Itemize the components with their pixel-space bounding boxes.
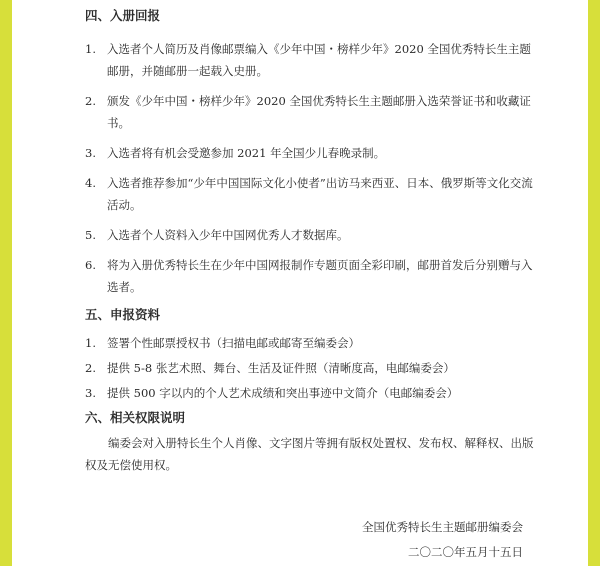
section-heading-rights: 六、相关权限说明 — [85, 410, 186, 425]
rights-paragraph: 编委会对入册特长生个人肖像、文字图片等拥有版权处置权、发布权、解释权、出版权及无偿使用权。 — [85, 436, 534, 472]
section-heading-rewards: 四、入册回报 — [85, 8, 161, 23]
document-content — [85, 7, 535, 563]
list-item: 2. 颁发《少年中国・榜样少年》2020 全国优秀特长生主题邮册入选荣誉证书和收藏证书。 — [85, 94, 531, 130]
list-item: 3. 提供 500 字以内的个人艺术成绩和突出事迹中文简介（电邮编委会） — [85, 386, 459, 400]
document-page — [12, 0, 588, 566]
list-item: 1. 签署个性邮票授权书（扫描电邮或邮寄至编委会） — [85, 336, 360, 350]
signature-date: 二〇二〇年五月十五日 — [408, 545, 523, 559]
list-item: 4. 入选者推荐参加“少年中国国际文化小使者”出访马来西亚、日本、俄罗斯等文化交流活动。 — [85, 176, 533, 212]
list-item: 2. 提供 5-8 张艺术照、舞台、生活及证件照（清晰度高，电邮编委会） — [85, 361, 455, 375]
list-item: 5. 入选者个人资料入少年中国网优秀人才数据库。 — [85, 228, 349, 242]
list-item: 3. 入选者将有机会受邀参加 2021 年全国少儿春晚录制。 — [85, 146, 386, 160]
section-heading-materials: 五、申报资料 — [85, 307, 161, 322]
signature-org: 全国优秀特长生主题邮册编委会 — [362, 520, 523, 534]
list-item: 6. 将为入册优秀特长生在少年中国网报制作专题页面全彩印刷，邮册首发后分别赠与入选者。 — [85, 258, 533, 294]
list-item: 1. 入选者个人简历及肖像邮票编入《少年中国・榜样少年》2020 全国优秀特长生主题邮册，并随邮册一起载入史册。 — [85, 42, 531, 78]
